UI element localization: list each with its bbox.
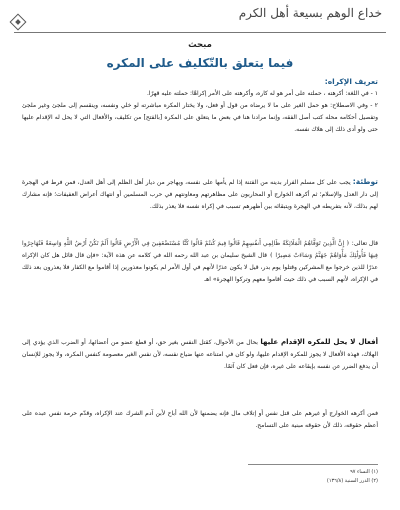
rule-section — [22, 336, 378, 373]
chapter-title: فيما يتعلق بالتّكليف على المكره — [106, 56, 294, 70]
footnote-1: (١) النساء ٩٧ — [350, 469, 378, 475]
quran-verse: ﴿ إِنَّ الَّذِينَ تَوَفَّاهُمُ الْمَلَائِكَةُ ظَالِمِي أَنفُسِهِمْ قَالُوا فِيمَ كُنتُمْ قَالُوا كُنَّا مُسْتَضْعَفِينَ فِي الْأَرْضِ قَالُوا أَلَمْ تَكُنْ أَرْضُ اللَّهِ وَاسِعَةً فَتُهَاجِرُوا فِيهَا فَأُولَٰئِكَ مَأْوَاهُمْ جَهَنَّمُ وَسَاءَتْ مَصِيرًا ﴾ — [22, 240, 378, 259]
preface-text: يجب على كل مسلم الفرار بدينه من الفتنة إذا لم يأمها على نفسه، ويهاجر من ديار أهل الظلم إلى أهل العدل، فمن فرط في الهجرة إلى دار العدل والإسلام؛ ثم أكرهه الخوارج أو المحاربون على مظاهرتهم ومعاونتهم في حرب المسلمين أو انتهاك أعراض العفيفات؛ فإنه مشارك لهم بذلك، لأنه بتفريطه في الهجرة ويتبقائه بين أظهرهم تسبب في إكراه نفسه فلا يعذر بذلك. — [22, 179, 378, 210]
closing-section — [22, 408, 378, 432]
definition-paragraph-1: ١ - في اللغة: أكرهته ، حملته على أمر هو له كاره، وأكرهته على الأمر إكراهًا: حملته عليه قهرًا. — [146, 90, 378, 97]
footnotes — [327, 468, 378, 486]
definition-section — [22, 76, 378, 136]
footnote-2: (٢) الدرر السنية (١٣٦/٨) — [326, 478, 378, 484]
header-divider — [14, 32, 386, 33]
page-header — [0, 4, 400, 34]
book-title: خداع الوهم بسيعة أهل الكرم — [238, 6, 382, 20]
section-label: مبحث — [188, 40, 212, 50]
verse-section — [22, 238, 378, 286]
rule-text: بحال من الأحوال، كقتل النفس بغير حق، أو قطع عضو من أعضائها، أو الضرب الذي يؤدي إلى الهلاك، فهذه الأفعال لا يجوز للمكره الإقدام عليها، ولو كان في امتناعه عنها ضياع نفسه، لأن نفس الغير معصومة كنفس المكره، ولا يجوز للإنسان أن يدفع الضرر عن نفسه بإيقاعه على غيره، فإن فعل كان آثمًا. — [22, 339, 378, 370]
preface-heading: توطئة: — [352, 177, 378, 186]
footnote-divider — [248, 464, 378, 465]
closing-paragraph: فمن أكرهه الخوارج أو غيرهم على قتل نفس أو إتلاف مال فإنه يضمنها لأن الله أباح لأبن آدم الشرك عند الإكراه، وقدّم حرمة نفس عبده على أعظم حقوقه، ذلك لأن حقوقه مبنية على التسامح. — [22, 410, 378, 429]
verse-intro: قال تعالى: — [351, 240, 378, 247]
rule-lead: أفعال لا يحل للمكره الإقدام عليها — [260, 338, 378, 346]
definition-heading: تعريف الإكراه: — [324, 77, 378, 86]
definition-paragraph-2: ٢ - وفي الاصطلاح: هو حمل الغير على ما لا يرضاه من قول أو فعل، ولا يختار المكره مباشرته لو خلي ونفسه، وينقسم إلى ملجئ وغير ملجئ وتفصيل أحكامه محله كتب أصل الفقه، وإنما مرادنا هنا في بعض ما يتعلق على المكره [بالفتح] من تكليف، والأفعال التي لا يحل له الإقدام عليها حتى ولو أدى ذلك إلى هلاك نفسه. — [22, 102, 378, 133]
preface-section — [22, 176, 378, 213]
verse-commentary: قال الشيخ سليمان بن عبد الله رحمه الله في كلامه عن هذه الآية: «فإن قال قائل هل كان الإكراه عذرًا للذين خرجوا مع المشركين وقتلوا يوم بدر، قيل لا يكون عذرًا لأنهم في أول الأمر لم يكونوا معذورين إذا أقاموا مع الكفار فلا يعذرون بعد ذلك في الإكراه، لأنهم السبب في ذلك حيث أقاموا معهم وتركوا الهجرة» اهـ — [22, 252, 378, 283]
